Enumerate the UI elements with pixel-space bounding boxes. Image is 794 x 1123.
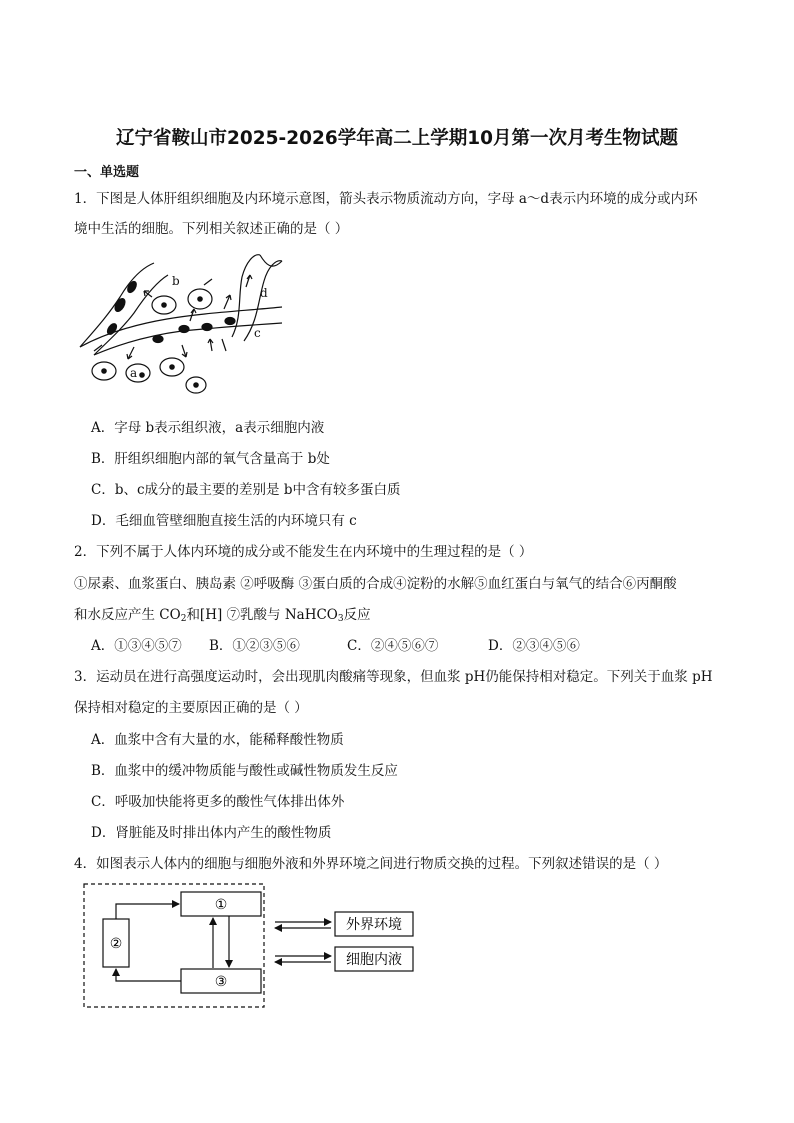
- intracellular-fluid-label: 细胞内液: [346, 952, 402, 968]
- label-d: d: [260, 286, 268, 300]
- external-environment-label: 外界环境: [346, 917, 402, 933]
- q4-stem-line1: 4．如图表示人体内的细胞与细胞外液和外界环境之间进行物质交换的过程。下列叙述错误的是（ ）: [74, 856, 668, 872]
- q2-line3-text-a: 和水反应产生 CO: [74, 607, 181, 623]
- material-exchange-diagram: [83, 882, 418, 1010]
- q1-option-b: B．肝组织细胞内部的氧气含量高于 b处: [91, 451, 330, 467]
- q2-line3-text-b: 和[H] ⑦乳酸与 NaHCO: [186, 607, 338, 623]
- q2-stem-line2: ①尿素、血浆蛋白、胰岛素 ②呼吸酶 ③蛋白质的合成④淀粉的水解⑤血红蛋白与氧气的结合⑥丙酮酸: [74, 576, 677, 592]
- liver-tissue-diagram: [72, 247, 286, 395]
- q3-option-b: B．血浆中的缓冲物质能与酸性或碱性物质发生反应: [91, 763, 398, 779]
- q1-stem-line1: 1．下图是人体肝组织细胞及内环境示意图，箭头表示物质流动方向，字母 a～d表示内环境的成分或内环: [74, 191, 698, 207]
- q2-line3-sub2: 3: [337, 614, 344, 624]
- box-3-label: ③: [214, 974, 228, 990]
- q3-stem-line1: 3．运动员在进行高强度运动时，会出现肌肉酸痛等现象，但血浆 pH仍能保持相对稳定。下列关于血浆 pH: [74, 669, 713, 685]
- q1-option-a: A．字母 b表示组织液，a表示细胞内液: [91, 420, 325, 436]
- q1-option-c: C．b、c成分的最主要的差别是 b中含有较多蛋白质: [91, 482, 401, 498]
- q1-option-d: D．毛细血管壁细胞直接生活的内环境只有 c: [91, 513, 357, 529]
- label-c: c: [254, 326, 261, 340]
- box-2-label: ②: [109, 936, 123, 952]
- q3-option-a: A．血浆中含有大量的水，能稀释酸性物质: [91, 732, 344, 748]
- q3-option-d: D．肾脏能及时排出体内产生的酸性物质: [91, 825, 332, 841]
- q3-stem-line2: 保持相对稳定的主要原因正确的是（ ）: [74, 700, 308, 716]
- box-1-label: ①: [214, 897, 228, 913]
- q2-stem-line3: [74, 603, 371, 624]
- q2-option-b: B．①②③⑤⑥: [209, 638, 300, 654]
- q1-stem-line2: 境中生活的细胞。下列相关叙述正确的是（ ）: [74, 221, 349, 237]
- label-a: a: [130, 366, 138, 380]
- label-b: b: [172, 274, 180, 288]
- q2-line3-sub1: 2: [180, 614, 187, 624]
- q3-option-c: C．呼吸加快能将更多的酸性气体排出体外: [91, 794, 345, 810]
- q2-option-c: C．②④⑤⑥⑦: [347, 638, 439, 654]
- section-heading: 一、单选题: [74, 165, 140, 180]
- q2-options: [91, 634, 580, 654]
- page-title: 辽宁省鞍山市2025-2026学年高二上学期10月第一次月考生物试题: [116, 128, 678, 149]
- q2-line3-text-c: 反应: [343, 607, 371, 623]
- q2-option-a: A．①③④⑤⑦: [91, 638, 182, 654]
- q2-option-d: D．②③④⑤⑥: [488, 638, 580, 654]
- q2-stem-line1: 2．下列不属于人体内环境的成分或不能发生在内环境中的生理过程的是（ ）: [74, 544, 533, 560]
